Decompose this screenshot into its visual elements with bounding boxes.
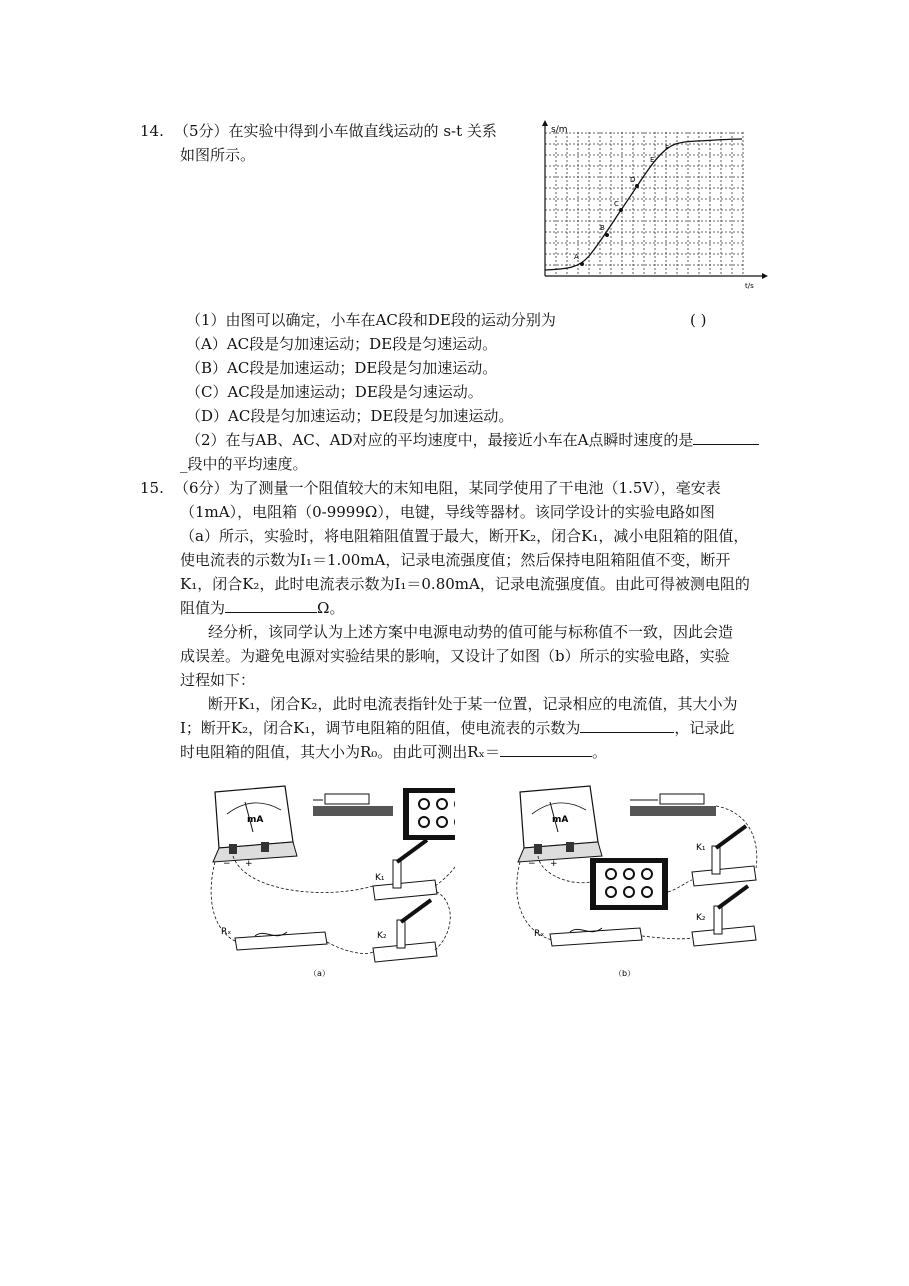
meter-label-b: mA — [552, 815, 569, 825]
q15-line12 — [180, 741, 607, 763]
q15-line6-text: 阻值为 — [180, 599, 226, 617]
meter-plus-b: + — [550, 859, 558, 869]
meter-label-a: mA — [247, 815, 264, 825]
q15-line11 — [180, 717, 734, 739]
q15-line4: 使电流表的示数为I₁＝1.00mA，记录电流强度值；然后保持电阻箱阻值不变，断开 — [180, 551, 731, 569]
q14-option-b: （B）AC段是加速运动；DE段是匀加速运动。 — [186, 359, 498, 377]
q15-line8: 成误差。为避免电源对实验结果的影响，又设计了如图（b）所示的实验电路，实验 — [180, 647, 730, 665]
k1-label-b: K₁ — [696, 843, 706, 853]
q15-line6 — [180, 597, 344, 619]
label-d: D — [630, 176, 636, 184]
q14-line2: 如图所示。 — [180, 146, 256, 164]
caption-b: （b） — [614, 969, 636, 978]
battery-icon — [630, 794, 716, 816]
answer-blank-2[interactable] — [225, 598, 317, 613]
q14-line1: （5分）在实验中得到小车做直线运动的 s-t 关系 — [174, 122, 497, 140]
caption-a: （a） — [309, 969, 330, 978]
rx-label-a: Rₓ — [221, 927, 232, 937]
q15-line7: 经分析，该同学认为上述方案中电源电动势的值可能与标称值不一致，因此会造 — [208, 623, 734, 641]
q15-line6-unit: Ω。 — [317, 599, 345, 617]
milliammeter — [518, 786, 602, 869]
q14-option-d: （D）AC段是匀加速运动；DE段是匀加速运动。 — [186, 407, 514, 425]
q14-answer-paren: ( ) — [690, 311, 707, 329]
answer-blank-4[interactable] — [500, 742, 592, 757]
q14-number: 14. — [140, 122, 164, 140]
st-curve — [545, 139, 742, 270]
q15-line1: （6分）为了测量一个阻值较大的末知电阻，某同学使用了干电池（1.5V），毫安表 — [174, 479, 721, 497]
q14-sub1: （1）由图可以确定，小车在AC段和DE段的运动分别为 — [186, 311, 556, 329]
point-a — [580, 262, 584, 266]
resistor-rx-a — [221, 927, 327, 950]
q15-line9: 过程如下： — [180, 671, 256, 689]
k2-label-b: K₂ — [696, 913, 706, 923]
q14-option-a: （A）AC段是匀加速运动；DE段是匀速运动。 — [186, 335, 498, 353]
point-b — [605, 233, 609, 237]
label-f: F — [665, 144, 670, 152]
milliammeter — [213, 786, 297, 869]
label-b: B — [600, 224, 605, 232]
q15-line5: K₁，闭合K₂，此时电流表示数为I₁＝0.80mA，记录电流强度值。由此可得被测电阻的 — [180, 575, 750, 593]
switch-k1-a — [373, 840, 437, 900]
k2-label-a: K₂ — [377, 931, 387, 941]
switch-k2-b — [692, 886, 756, 946]
circuit-figure-b — [510, 782, 772, 982]
answer-blank-3[interactable] — [580, 718, 674, 733]
point-d — [635, 184, 639, 188]
q15-line12-text: 时电阻箱的阻值，其大小为R₀。由此可测出Rₓ＝ — [180, 743, 500, 761]
meter-plus-a: + — [245, 859, 253, 869]
q15-line11-end: ，记录此 — [674, 719, 735, 737]
answer-blank-1[interactable] — [693, 430, 759, 445]
q15-line12-end: 。 — [591, 743, 607, 761]
k1-label-a: K₁ — [375, 873, 385, 883]
q14-sub2 — [186, 429, 759, 451]
st-graph — [537, 118, 769, 290]
q14-sub2-text: （2）在与AB、AC、AD对应的平均速度中，最接近小车在A点瞬时速度的是 — [186, 431, 694, 449]
switch-k1-b — [692, 826, 756, 886]
circuit-figure-a — [205, 782, 455, 982]
label-e: E — [650, 156, 655, 164]
point-c — [619, 208, 623, 212]
meter-minus-b: − — [528, 859, 536, 869]
label-c: C — [614, 200, 619, 208]
resistance-box — [590, 858, 668, 910]
q15-line3: （a）所示，实验时，将电阻箱阻值置于最大，断开K₂，闭合K₁，减小电阻箱的阻值， — [180, 527, 749, 545]
meter-minus-a: − — [223, 859, 231, 869]
q15-line2: （1mA），电阻箱（0-9999Ω），电键，导线等器材。该同学设计的实验电路如图 — [180, 503, 715, 521]
q14-option-c: （C）AC段是加速运动；DE段是匀速运动。 — [186, 383, 483, 401]
q14-sub2-end: _段中的平均速度。 — [180, 455, 308, 473]
resistance-box — [403, 788, 455, 840]
rx-label-b: Rₓ — [534, 929, 545, 939]
q15-line10: 断开K₁，闭合K₂，此时电流表指针处于某一位置，记录相应的电流值，其大小为 — [208, 695, 738, 713]
label-a: A — [574, 253, 579, 261]
q15-line11-text: I；断开K₂，闭合K₁，调节电阻箱的阻值，使电流表的示数为 — [180, 719, 581, 737]
s-axis-label: s/m — [551, 125, 568, 135]
battery-icon — [313, 794, 393, 816]
q15-number: 15. — [140, 479, 164, 497]
t-axis-label: t/s — [745, 282, 754, 290]
resistor-rx-b — [534, 928, 642, 946]
switch-k2-a — [373, 900, 437, 962]
